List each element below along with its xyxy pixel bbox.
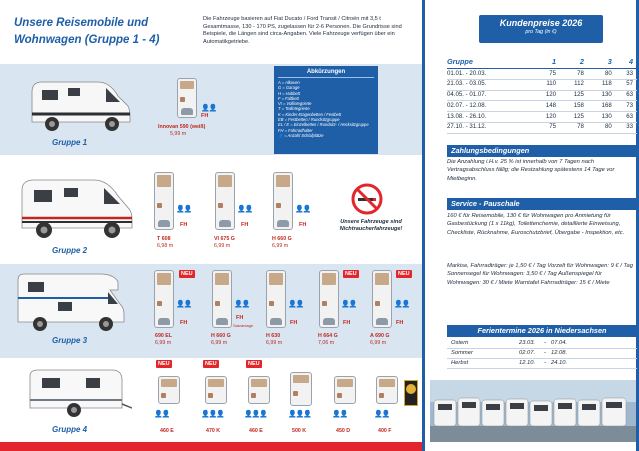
price-cell: 125 (560, 90, 588, 101)
floorplan-500-k (290, 372, 312, 406)
sleeping-places-icon: 👤👤 (341, 301, 357, 308)
abbreviation-item (278, 133, 374, 138)
date-range: 13.08. - 26.10. (447, 112, 532, 123)
holiday-dash: - (544, 350, 546, 356)
vehicle-model: 460 E (160, 428, 174, 434)
vehicle-model-name: Innovan 590 (weiß) (158, 124, 206, 130)
holiday-end: 07.04. (551, 340, 568, 346)
price-cell: 33 (616, 69, 637, 80)
price-cell: 63 (616, 90, 637, 101)
sleeping-places-icon: 👤👤 (154, 411, 170, 418)
table-row (447, 101, 637, 112)
fleet-photo (430, 380, 636, 442)
motorhome-alcove-image (14, 268, 132, 334)
table-row (447, 112, 637, 123)
price-cell: 130 (588, 112, 616, 123)
abbreviation-item: K = Kinder-Etagenbetten / Festbett (278, 111, 342, 117)
panel-divider (422, 0, 425, 451)
award-badge-icon (404, 380, 418, 406)
service-text: 160 € für Reisemobile, 130 € für Wohnwagen pro Anmietung für Gasbestückung (1 x 11kg), Toilettenchemie, detaillierte Einweisung, Checkliste, Rücknahme, Euroschutzbrief, Übergabe - Inspektion, etc. (447, 213, 625, 236)
abbreviation-item: F = Faltbett (278, 95, 299, 101)
abbreviations-box (274, 66, 378, 154)
motorhome-image (18, 170, 136, 242)
bike-rack-label: FH (290, 320, 298, 326)
group-4-label: Gruppe 4 (52, 425, 88, 434)
price-cell: 112 (560, 79, 588, 90)
caravan-image (14, 364, 132, 420)
vehicle-length: 6,99 m (272, 243, 289, 249)
abbreviation-item: FH = Fahrradhalter (278, 127, 313, 133)
payment-heading: Zahlungsbedingungen (447, 145, 637, 157)
vehicle-model-name: H 660 G (272, 236, 292, 242)
bike-rack-label: FH (236, 315, 244, 321)
group-2-label: Gruppe 2 (52, 246, 88, 255)
price-cell: 158 (560, 101, 588, 112)
holiday-start: 02.07. (519, 350, 536, 356)
service-heading: Service - Pauschale (447, 198, 637, 210)
col-header: 4 (616, 56, 637, 69)
price-cell: 80 (588, 122, 616, 133)
floorplan-460-e (158, 376, 180, 404)
sleeping-places-icon: 👤👤👤 (244, 411, 268, 418)
price-table-header (447, 56, 637, 69)
vehicle-model (272, 236, 292, 250)
vehicle-model-name: H 630 (266, 333, 281, 339)
vehicle-model (211, 333, 231, 347)
holiday-row (447, 340, 637, 349)
no-smoking-notice: Unsere Fahrzeuge sind Nichtraucherfahrzeuge! (339, 219, 403, 232)
vehicle-model: 450 D (336, 428, 351, 434)
holiday-end: 24.10. (551, 360, 568, 366)
sleeping-places-icon: 👤👤 (288, 301, 304, 308)
holidays-heading: Ferientermine 2026 in Niedersachsen (447, 325, 637, 337)
seat-arrangement-note: Satzanlage (233, 323, 254, 328)
bike-rack-label: FH (396, 320, 404, 326)
abbreviation-item: VI = Vollintegrierte (278, 101, 312, 107)
vehicle-length: 6,99 m (214, 243, 231, 249)
new-badge: NEU (205, 361, 217, 367)
bike-rack-label: FH (241, 222, 249, 228)
vehicle-length: 6,99 m (266, 340, 283, 346)
price-cell: 120 (532, 90, 560, 101)
vehicle-model-name: H 660 G (211, 333, 231, 339)
person-icon: 👤 (278, 132, 284, 138)
price-cell: 75 (532, 122, 560, 133)
date-range: 21.03. - 03.05. (447, 79, 532, 90)
holiday-row (447, 360, 637, 369)
floorplan-h-660-g (273, 172, 293, 230)
col-header: 2 (560, 56, 588, 69)
motorhome-image (28, 72, 132, 134)
sleeping-places-icon: 👤👤 (295, 206, 311, 213)
vehicle-model: 400 F (378, 428, 392, 434)
col-header: Gruppe (447, 56, 532, 69)
bike-rack-label: FH (180, 222, 188, 228)
holiday-row (447, 350, 637, 359)
vehicle-model-name: T 608 (157, 236, 171, 242)
vehicle-length: 7,06 m (318, 340, 335, 346)
vehicle-length: 6,99 m (211, 340, 228, 346)
price-cell: 57 (616, 79, 637, 90)
floorplan-460-e (248, 376, 270, 404)
bottom-accent-bar (0, 442, 422, 451)
new-badge: NEU (181, 271, 193, 277)
new-badge: NEU (248, 361, 260, 367)
floorplan-690-el (154, 270, 174, 328)
bike-rack-label: FH (343, 320, 351, 326)
vehicle-model (318, 333, 338, 347)
price-cell: 80 (588, 69, 616, 80)
floorplan-450-d (334, 376, 356, 404)
sleeping-places-icon: 👤👤 (176, 301, 192, 308)
table-row (447, 122, 637, 133)
service-extras-text: Markise, Fahrradträger: je 1,50 € / Tag Vorzelt für Wohnwagen: 9 € / Tag Sonnensegel für Wohnwagen: 3,50 € / Tag Außenspiegel für Wohnwagen: 30 € / Miete Warntafel Fahrradträger: 15 € / Miete (447, 263, 633, 286)
floorplan-400-f (376, 376, 398, 404)
floorplan-h-664-g (319, 270, 339, 328)
holiday-dash: - (544, 340, 546, 346)
price-cell: 120 (532, 112, 560, 123)
abbreviation-item: EB = Festbetten / Rundsitzgruppe (278, 117, 340, 123)
sleeping-places-icon: 👤👤 (374, 411, 390, 418)
holiday-start: 23.03. (519, 340, 536, 346)
vehicle-model (266, 333, 282, 347)
date-range: 27.10. - 31.12. (447, 122, 532, 133)
abbreviation-item: T = Teilintegrierte (278, 106, 310, 112)
price-subtitle: pro Tag (in €) (525, 29, 557, 35)
abbreviation-item: H = Hubbett (278, 90, 300, 96)
holiday-name: Herbst (451, 360, 469, 366)
date-range: 02.07. - 12.08. (447, 101, 532, 112)
abbreviation-item-text: = Anzahl Schlafplätze (284, 132, 324, 138)
price-cell: 33 (616, 122, 637, 133)
holiday-start: 12.10. (519, 360, 536, 366)
abbreviation-item: EL / E = Einzelbetten / Rundsitz- / Hecksitzgruppe (278, 122, 369, 128)
new-badge: NEU (398, 271, 410, 277)
vehicle-model-name: H 664 G (318, 333, 338, 339)
vehicle-model (157, 236, 173, 250)
sleeping-places-icon: 👤👤 (394, 301, 410, 308)
bike-rack-label: FH (299, 222, 307, 228)
holiday-end: 12.08. (551, 350, 568, 356)
col-header: 1 (532, 56, 560, 69)
price-cell: 110 (532, 79, 560, 90)
price-cell: 73 (616, 101, 637, 112)
vehicle-model (158, 124, 205, 138)
vehicle-model-name: A 690 G (370, 333, 390, 339)
vehicle-model-name: 690 EL (155, 333, 173, 339)
vehicle-model: 500 K (292, 428, 307, 434)
sleeping-places-icon: 👤👤 (332, 411, 348, 418)
holiday-name: Ostern (451, 340, 469, 346)
price-cell: 118 (588, 79, 616, 90)
price-cell: 78 (560, 122, 588, 133)
vehicle-model-name: VI 675 G (214, 236, 235, 242)
vehicle-model (214, 236, 235, 250)
price-cell: 75 (532, 69, 560, 80)
vehicle-model: 470 K (206, 428, 221, 434)
holiday-name: Sommer (451, 350, 473, 356)
floorplan-innovan-590 (177, 78, 197, 118)
price-table (447, 56, 637, 134)
page-title (14, 15, 159, 49)
sleeping-places-icon: 👤👤 (234, 301, 250, 308)
group-1-label: Gruppe 1 (52, 138, 88, 147)
price-cell: 78 (560, 69, 588, 80)
vehicle-length: 6,99 m (155, 340, 172, 346)
price-cell: 148 (532, 101, 560, 112)
title-line-1: Unsere Reisemobile und (14, 17, 149, 29)
table-row (447, 69, 637, 80)
sleeping-places-icon: 👤👤👤 (201, 411, 225, 418)
price-header (479, 15, 603, 43)
floorplan-h-660-g (212, 270, 232, 328)
sleeping-places-icon: 👤👤👤 (288, 411, 312, 418)
price-cell: 63 (616, 112, 637, 123)
vehicle-length: 6,99 m (370, 340, 387, 346)
floorplan-470-k (205, 376, 227, 404)
sleeping-places-icon: 👤👤 (237, 206, 253, 213)
vehicle-length: 5,99 m (170, 131, 187, 137)
vehicle-model: 460 E (249, 428, 263, 434)
payment-text: Die Anzahlung i.H.v. 25 % ist innerhalb von 7 Tagen nach Vertragsabschluss fällig; die Restzahlung spätestens 14 Tage vor Mietbeginn. (447, 159, 615, 182)
group-3-label: Gruppe 3 (52, 336, 88, 345)
price-cell: 168 (588, 101, 616, 112)
title-line-2: Wohnwagen (Gruppe 1 - 4) (14, 34, 160, 46)
price-title: Kundenpreise 2026 (499, 18, 583, 28)
sleeping-places-icon: 👤👤 (201, 105, 217, 112)
floorplan-h-630 (266, 270, 286, 328)
price-cell: 130 (588, 90, 616, 101)
date-range: 01.01. - 20.03. (447, 69, 532, 80)
col-header: 3 (588, 56, 616, 69)
floorplan-a-690-g (372, 270, 392, 328)
vehicle-model (155, 333, 172, 347)
floorplan-vi-675-g (215, 172, 235, 230)
intro-text: Die Fahrzeuge basieren auf Fiat Ducato / Ford Transit / Citroën mit 3,5 t Gesamtmasse, 130 - 170 PS, zugelassen für 2-6 Personen. Die Grundrisse sind Beispiele, die Längen sind circa-Angaben. Viele Fahrzeuge verfügen über ein Automatikgetriebe. (203, 16, 402, 45)
price-cell: 125 (560, 112, 588, 123)
table-row (447, 79, 637, 90)
bike-rack-label: FH (180, 320, 188, 326)
floorplan-t-608 (154, 172, 174, 230)
new-badge: NEU (345, 271, 357, 277)
new-badge: NEU (158, 361, 170, 367)
vehicle-length: 6,98 m (157, 243, 174, 249)
pricing-panel (422, 0, 639, 451)
abbreviation-item: A = Alkoven (278, 80, 300, 85)
bike-rack-label: FH (201, 113, 209, 119)
table-row (447, 90, 637, 101)
vehicle-model (370, 333, 390, 347)
holiday-dash: - (544, 360, 546, 366)
no-smoking-icon (351, 183, 383, 215)
date-range: 04.05. - 01.07. (447, 90, 532, 101)
sleeping-places-icon: 👤👤 (176, 206, 192, 213)
abbreviations-title: Abkürzungen (278, 69, 374, 78)
abbreviation-item: G = Garage (278, 85, 300, 91)
